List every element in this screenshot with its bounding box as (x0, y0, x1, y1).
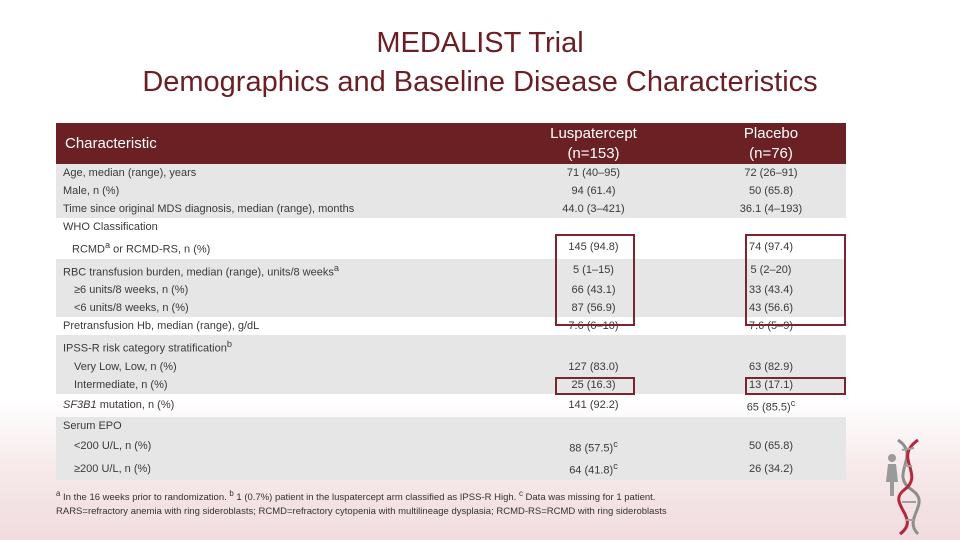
table-row (56, 457, 846, 480)
luspatercept-value-text: 64 (41.8) (569, 464, 614, 477)
footnote-a: In the 16 weeks prior to randomization. (60, 492, 230, 504)
row-label-text: RBC transfusion burden, median (range), units/8 weeks (63, 266, 334, 279)
row-label-tail: or RCMD-RS, n (%) (110, 243, 211, 256)
placebo-value: 63 (82.9) (696, 358, 846, 376)
luspatercept-value (491, 218, 696, 236)
dna-figure-logo (878, 436, 942, 536)
luspatercept-value (491, 335, 696, 358)
luspatercept-value: 141 (92.2) (568, 399, 619, 412)
table-row (56, 164, 846, 182)
placebo-value: 13 (17.1) (696, 376, 846, 394)
placebo-value: 74 (97.4) (748, 241, 794, 254)
row-label (56, 259, 491, 282)
placebo-value: 50 (65.8) (696, 435, 846, 458)
title-line-2: Demographics and Baseline Disease Characteristics (142, 66, 818, 98)
row-label-text: IPSS-R risk category stratification (63, 342, 227, 355)
luspatercept-value: 7.6 (6–10) (568, 320, 619, 333)
header-luspatercept (491, 123, 696, 164)
row-label (56, 394, 491, 417)
placebo-value: 33 (43.4) (696, 281, 846, 299)
row-label (56, 236, 491, 259)
table-row (56, 236, 846, 259)
header-placebo-label: Placebo (743, 124, 799, 142)
slide-title (0, 24, 960, 102)
luspatercept-value: 71 (40–95) (491, 164, 696, 182)
header-characteristic: Characteristic (56, 123, 491, 164)
footnote-b: 1 (0.7%) patient in the luspatercept arm classified as IPSS-R High. (233, 492, 519, 504)
footnote-abbreviations: RARS=refractory anemia with ring sideroblasts; RCMD=refractory cytopenia with multilineage dysplasia; RCMD-RS=RCMD with ring sideroblasts (56, 506, 667, 518)
footnote-ref-c: c (613, 461, 618, 472)
placebo-value: 43 (56.6) (696, 299, 846, 317)
footnote-c: Data was missing for 1 patient. (522, 492, 656, 504)
footnote-mark-b: b (229, 489, 234, 498)
placebo-value: 26 (34.2) (696, 457, 846, 480)
placebo-value: 72 (26–91) (696, 164, 846, 182)
table-row (56, 281, 846, 299)
row-label: Time since original MDS diagnosis, median (range), months (56, 200, 491, 218)
row-label: WHO Classification (63, 221, 158, 233)
luspatercept-value: 145 (94.8) (568, 241, 619, 254)
row-label-text: RCMD (72, 243, 105, 256)
row-label: <6 units/8 weeks, n (%) (56, 299, 491, 317)
placebo-value (696, 335, 846, 358)
row-label: ≥6 units/8 weeks, n (%) (56, 281, 491, 299)
luspatercept-value: 25 (16.3) (491, 376, 696, 394)
placebo-value-text: 65 (85.5) (746, 401, 791, 414)
table-row (56, 200, 846, 218)
placebo-value: 50 (65.8) (696, 182, 846, 200)
table-row (56, 394, 846, 417)
footnote-mark-a: a (56, 489, 61, 498)
table-row (56, 218, 846, 236)
table-row (56, 435, 846, 458)
luspatercept-value: 66 (43.1) (491, 281, 696, 299)
footnotes (56, 487, 667, 519)
luspatercept-value: 5 (1–15) (491, 259, 696, 282)
row-label (56, 335, 491, 358)
header-placebo-n: (n=76) (749, 144, 793, 162)
table-header-row (56, 123, 846, 164)
luspatercept-value: 94 (61.4) (491, 182, 696, 200)
table-row (56, 259, 846, 282)
luspatercept-value-text: 88 (57.5) (569, 442, 614, 455)
footnote-mark-c: c (518, 489, 523, 498)
footnote-ref-c: c (790, 397, 796, 408)
header-luspatercept-n: (n=153) (567, 144, 620, 162)
table-row (56, 299, 846, 317)
header-placebo (696, 123, 846, 164)
table-row (56, 376, 846, 394)
row-label-text: SF3B1 (63, 399, 97, 412)
placebo-value (696, 417, 846, 435)
table-row (56, 182, 846, 200)
luspatercept-value (491, 457, 696, 480)
luspatercept-value (491, 435, 696, 458)
placebo-value: 36.1 (4–193) (696, 200, 846, 218)
placebo-value (696, 394, 846, 417)
characteristics-table (56, 123, 846, 480)
luspatercept-value: 127 (83.0) (491, 358, 696, 376)
table-row (56, 335, 846, 358)
row-label-tail: mutation, n (%) (96, 399, 175, 412)
title-line-1: MEDALIST Trial (376, 27, 584, 59)
footnote-ref-b: b (226, 339, 232, 350)
row-label: Very Low, Low, n (%) (56, 358, 491, 376)
table-row (56, 417, 846, 435)
row-label: ≥200 U/L, n (%) (56, 457, 491, 480)
footnote-ref-a: a (105, 240, 111, 250)
table-row (56, 358, 846, 376)
row-label: Serum EPO (56, 417, 491, 435)
luspatercept-value: 87 (56.9) (491, 299, 696, 317)
row-label: <200 U/L, n (%) (56, 435, 491, 458)
header-luspatercept-label: Luspatercept (550, 124, 637, 142)
footnote-ref-a: a (333, 262, 339, 273)
footnote-line-1 (56, 487, 667, 505)
placebo-value: 7.6 (5–9) (748, 320, 794, 333)
placebo-value (696, 218, 846, 236)
luspatercept-value (491, 417, 696, 435)
row-label: Male, n (%) (56, 182, 491, 200)
placebo-value: 5 (2–20) (696, 259, 846, 282)
person-figure-icon (886, 454, 898, 496)
row-label: Age, median (range), years (56, 164, 491, 182)
footnote-ref-c: c (613, 438, 618, 449)
row-label: Pretransfusion Hb, median (range), g/dL (63, 320, 260, 333)
table-row (56, 317, 846, 335)
row-label: Intermediate, n (%) (56, 376, 491, 394)
luspatercept-value: 44.0 (3–421) (491, 200, 696, 218)
dna-helix-icon (898, 440, 919, 534)
